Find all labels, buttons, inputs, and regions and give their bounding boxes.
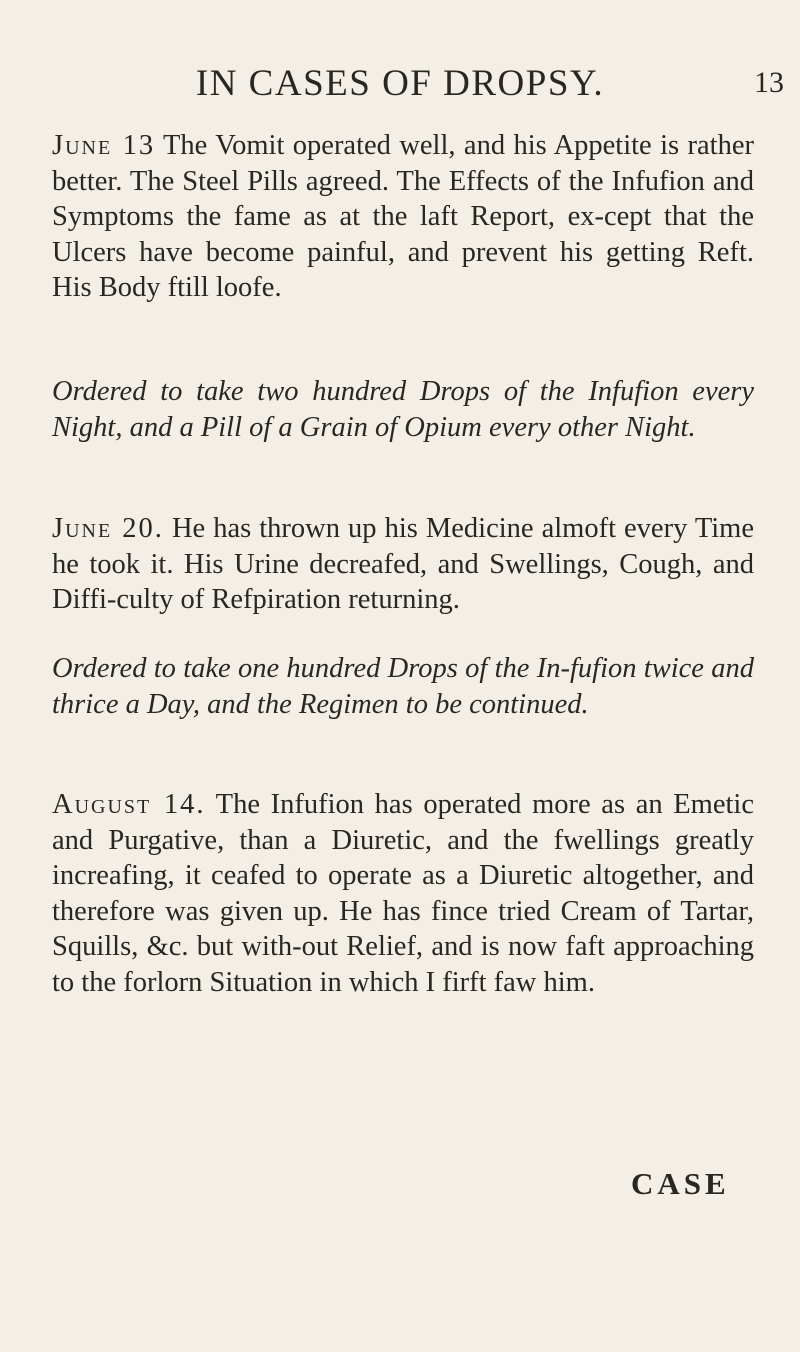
order-text: Ordered to take one hundred Drops of the In-fufion twice and thrice a Day, and the Regimen to be continued. <box>52 653 754 720</box>
order-text: Ordered to take two hundred Drops of the Infufion every Night, and a Pill of a Grain of Opium every other Night. <box>52 376 754 443</box>
entry-text: The Vomit operated well, and his Appetite is rather better. The Steel Pills agreed. The Effects of the Infufion and Symptoms the fame as at the laft Report, ex-cept that the Ulcers have become painful, and prevent his getting Reft. His Body ftill loofe. <box>52 130 754 303</box>
entry-date: June 20. <box>52 513 164 544</box>
page-number: 13 <box>754 66 784 99</box>
entry-date: August 14. <box>52 789 206 820</box>
paragraph-june-13 <box>52 128 754 306</box>
paragraph-august-14 <box>52 787 754 1000</box>
running-head: IN CASES OF DROPSY. <box>195 63 605 104</box>
entry-text: He has thrown up his Medicine almoft every Time he took it. His Urine decreafed, and Swellings, Cough, and Diffi-culty of Refpiration returning. <box>52 513 754 615</box>
paragraph-order-1 <box>52 374 754 445</box>
paragraph-june-20 <box>52 511 754 618</box>
catchword: CASE <box>631 1166 730 1201</box>
paragraph-order-2 <box>52 651 754 722</box>
entry-text: The Infufion has operated more as an Emetic and Purgative, than a Diuretic, and the fwellings greatly increafing, it ceafed to operate as a Diuretic altogether, and therefore was given up. He has fince tried Cream of Tartar, Squills, &c. but with-out Relief, and is now faft approaching to the forlorn Situation in which I firft faw him. <box>52 789 754 998</box>
entry-date: June 13 <box>52 130 156 161</box>
